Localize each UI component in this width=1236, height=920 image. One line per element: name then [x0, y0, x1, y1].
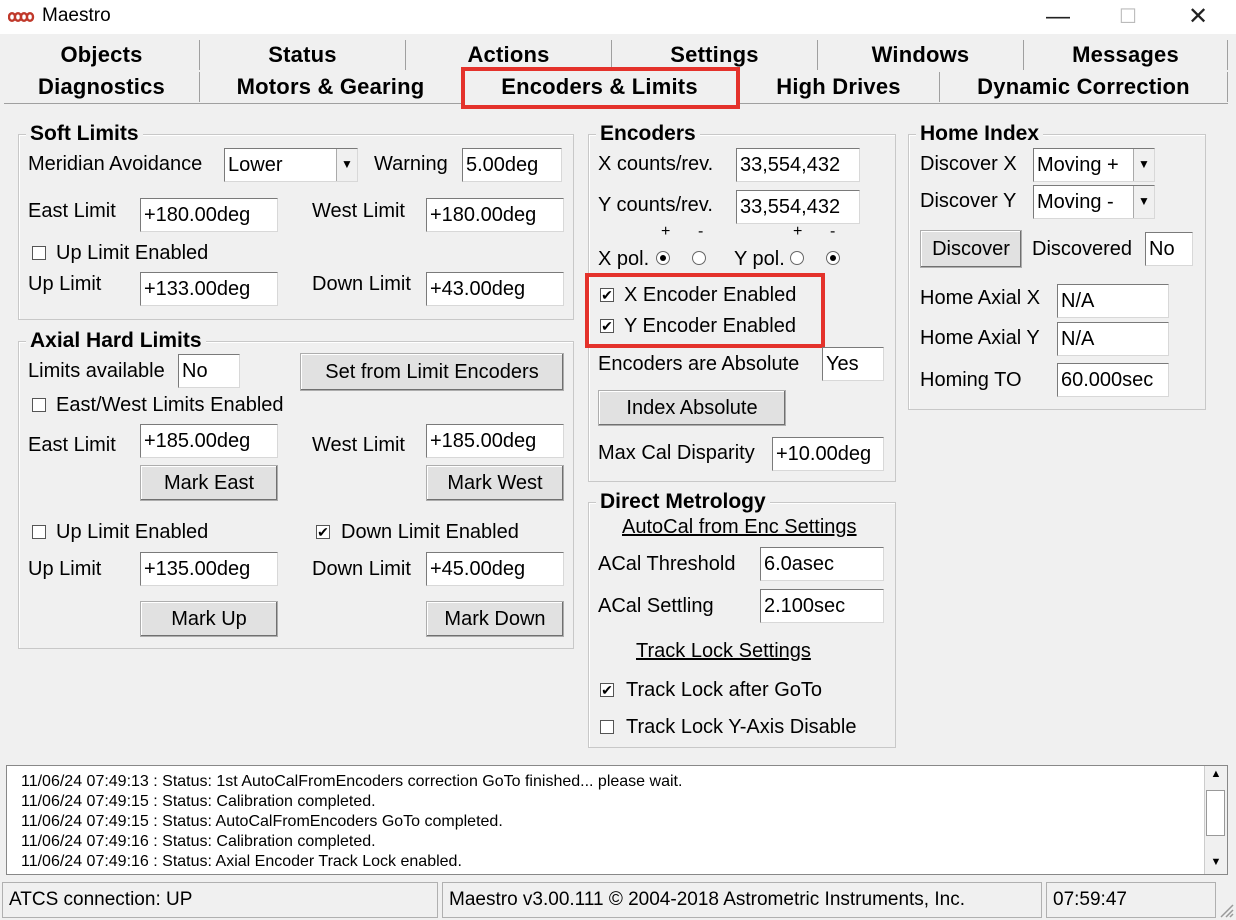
y-counts-label: Y counts/rev.	[598, 194, 713, 216]
x-encoder-enabled-label: X Encoder Enabled	[624, 284, 797, 306]
tab-motors-gearing[interactable]: Motors & Gearing	[200, 72, 462, 102]
axial-down-limit-field[interactable]: +45.00deg	[426, 552, 564, 586]
meridian-avoidance-select[interactable]	[224, 148, 358, 182]
y-pol-plus-label: +	[793, 223, 803, 240]
acal-settling-label: ACal Settling	[598, 595, 714, 617]
index-absolute-button[interactable]: Index Absolute	[598, 390, 786, 426]
scroll-down-icon[interactable]: ▼	[1210, 856, 1222, 868]
discover-y-select[interactable]	[1033, 185, 1155, 219]
soft-down-limit-label: Down Limit	[312, 273, 411, 295]
soft-up-limit-field[interactable]: +133.00deg	[140, 272, 278, 306]
x-pol-label: X pol.	[598, 248, 650, 270]
soft-up-limit-label: Up Limit	[28, 273, 102, 295]
home-index-title: Home Index	[916, 123, 1043, 145]
log-line: 11/06/24 07:49:15 : Status: AutoCalFromEncoders GoTo completed.	[21, 813, 503, 830]
scroll-up-icon[interactable]: ▲	[1210, 768, 1222, 780]
track-lock-settings-heading: Track Lock Settings	[636, 640, 811, 662]
window-title: Maestro	[42, 5, 111, 26]
axial-up-limit-label: Up Limit	[28, 558, 102, 580]
soft-up-limit-checkbox[interactable]	[32, 246, 46, 260]
discovered-field: No	[1145, 232, 1193, 266]
axial-east-limit-field[interactable]: +185.00deg	[140, 424, 278, 458]
meridian-avoidance-value: Lower	[228, 154, 283, 176]
scroll-thumb[interactable]	[1206, 790, 1225, 836]
home-axial-y-field: N/A	[1057, 322, 1169, 356]
log-line: 11/06/24 07:49:15 : Status: Calibration completed.	[21, 793, 376, 810]
discover-x-label: Discover X	[920, 153, 1017, 175]
axial-down-limit-enabled-label: Down Limit Enabled	[341, 521, 519, 543]
axial-down-limit-checkbox[interactable]: ✔	[317, 524, 329, 540]
connection-status: ATCS connection: UP	[2, 882, 438, 918]
tab-divider	[738, 103, 1228, 104]
track-lock-y-disable-label: Track Lock Y-Axis Disable	[626, 716, 857, 738]
log-line: 11/06/24 07:49:16 : Status: Calibration completed.	[21, 833, 376, 850]
meridian-avoidance-label: Meridian Avoidance	[28, 153, 203, 175]
acal-threshold-label: ACal Threshold	[598, 553, 736, 575]
x-pol-plus-radio[interactable]	[656, 251, 670, 265]
soft-up-limit-enabled-label: Up Limit Enabled	[56, 242, 209, 264]
axial-west-limit-label: West Limit	[312, 434, 405, 456]
chevron-down-icon[interactable]: ▼	[336, 149, 357, 181]
axial-up-limit-enabled-label: Up Limit Enabled	[56, 521, 209, 543]
mark-west-button[interactable]: Mark West	[426, 465, 564, 501]
autocal-settings-heading: AutoCal from Enc Settings	[622, 516, 857, 538]
soft-east-limit-field[interactable]: +180.00deg	[140, 198, 278, 232]
max-cal-disparity-field[interactable]: +10.00deg	[772, 437, 884, 471]
axial-down-limit-label: Down Limit	[312, 558, 411, 580]
message-log[interactable]	[6, 765, 1228, 875]
y-encoder-enabled-label: Y Encoder Enabled	[624, 315, 796, 337]
tab-settings[interactable]: Settings	[612, 40, 818, 70]
version-info: Maestro v3.00.111 © 2004-2018 Astrometric Instruments, Inc.	[442, 882, 1042, 918]
discovered-label: Discovered	[1032, 238, 1133, 260]
east-west-limits-checkbox[interactable]	[32, 398, 46, 412]
encoders-absolute-field: Yes	[822, 347, 884, 381]
tab-status[interactable]: Status	[200, 40, 406, 70]
tab-messages[interactable]: Messages	[1024, 40, 1228, 70]
tab-actions[interactable]: Actions	[406, 40, 612, 70]
tab-objects[interactable]: Objects	[4, 40, 200, 70]
y-pol-label: Y pol.	[734, 248, 785, 270]
discover-y-label: Discover Y	[920, 190, 1017, 212]
soft-west-limit-field[interactable]: +180.00deg	[426, 198, 564, 232]
limits-available-field: No	[178, 354, 240, 388]
set-from-limit-encoders-button[interactable]: Set from Limit Encoders	[300, 353, 564, 391]
max-cal-disparity-label: Max Cal Disparity	[598, 442, 755, 464]
track-lock-goto-label: Track Lock after GoTo	[626, 679, 822, 701]
homing-to-label: Homing TO	[920, 369, 1022, 391]
close-button[interactable]: ✕	[1187, 3, 1209, 30]
axial-up-limit-field[interactable]: +135.00deg	[140, 552, 278, 586]
tab-diagnostics[interactable]: Diagnostics	[4, 72, 200, 102]
mark-east-button[interactable]: Mark East	[140, 465, 278, 501]
discover-x-select[interactable]	[1033, 148, 1155, 182]
log-scrollbar[interactable]	[1204, 766, 1227, 874]
highlight-encoder-enabled	[585, 273, 825, 348]
home-axial-x-label: Home Axial X	[920, 287, 1041, 309]
acal-settling-field[interactable]: 2.100sec	[760, 589, 884, 623]
y-counts-field[interactable]: 33,554,432	[736, 190, 860, 224]
resize-grip-icon[interactable]	[1218, 902, 1234, 918]
x-pol-minus-radio[interactable]	[692, 251, 706, 265]
direct-metrology-title: Direct Metrology	[596, 491, 770, 513]
tab-high-drives[interactable]: High Drives	[738, 72, 940, 102]
axial-hard-limits-title: Axial Hard Limits	[26, 330, 206, 352]
axial-east-limit-label: East Limit	[28, 434, 116, 456]
mark-down-button[interactable]: Mark Down	[426, 601, 564, 637]
home-axial-y-label: Home Axial Y	[920, 327, 1040, 349]
chevron-down-icon[interactable]: ▼	[1133, 186, 1154, 218]
x-pol-plus-label: +	[661, 223, 671, 240]
track-lock-y-disable-checkbox[interactable]	[600, 720, 614, 734]
discover-x-value: Moving +	[1037, 154, 1119, 176]
discover-y-value: Moving -	[1037, 191, 1114, 213]
x-counts-label: X counts/rev.	[598, 153, 714, 175]
x-pol-minus-label: -	[698, 223, 704, 240]
east-west-limits-enabled-label: East/West Limits Enabled	[56, 394, 284, 416]
x-encoder-enabled-checkbox[interactable]: ✔	[601, 287, 613, 303]
status-bar	[0, 880, 1236, 920]
limits-available-label: Limits available	[28, 360, 165, 382]
y-pol-plus-radio[interactable]	[790, 251, 804, 265]
encoders-title: Encoders	[596, 123, 700, 145]
highlight-active-tab	[461, 67, 740, 109]
homing-to-field[interactable]: 60.000sec	[1057, 363, 1169, 397]
minimize-button[interactable]: —	[1046, 3, 1070, 30]
warning-label: Warning	[374, 153, 448, 175]
discover-button[interactable]: Discover	[920, 230, 1022, 268]
log-line: 11/06/24 07:49:16 : Status: Axial Encoder Track Lock enabled.	[21, 853, 462, 870]
soft-down-limit-field[interactable]: +43.00deg	[426, 272, 564, 306]
encoders-absolute-label: Encoders are Absolute	[598, 353, 800, 375]
soft-east-limit-label: East Limit	[28, 200, 116, 222]
mark-up-button[interactable]: Mark Up	[140, 601, 278, 637]
y-encoder-enabled-checkbox[interactable]: ✔	[601, 318, 613, 334]
log-line: 11/06/24 07:49:13 : Status: 1st AutoCalFromEncoders correction GoTo finished... please wait.	[21, 773, 683, 790]
home-axial-x-field: N/A	[1057, 284, 1169, 318]
tab-dynamic-correction[interactable]: Dynamic Correction	[940, 72, 1228, 102]
chevron-down-icon[interactable]: ▼	[1133, 149, 1154, 181]
tab-windows[interactable]: Windows	[818, 40, 1024, 70]
app-logo-icon	[8, 9, 36, 25]
tab-encoders-limits[interactable]: Encoders & Limits	[462, 72, 738, 102]
clock: 07:59:47	[1046, 882, 1216, 918]
title-bar	[0, 0, 1236, 34]
soft-limits-title: Soft Limits	[26, 123, 143, 145]
track-lock-goto-checkbox[interactable]: ✔	[601, 682, 613, 698]
maximize-button[interactable]: ☐	[1119, 6, 1137, 28]
x-counts-field[interactable]: 33,554,432	[736, 148, 860, 182]
axial-west-limit-field[interactable]: +185.00deg	[426, 424, 564, 458]
y-pol-minus-label: -	[830, 223, 836, 240]
acal-threshold-field[interactable]: 6.0asec	[760, 547, 884, 581]
warning-field[interactable]: 5.00deg	[462, 148, 562, 182]
axial-up-limit-checkbox[interactable]	[32, 525, 46, 539]
tab-divider	[4, 103, 462, 104]
soft-west-limit-label: West Limit	[312, 200, 405, 222]
y-pol-minus-radio[interactable]	[826, 251, 840, 265]
